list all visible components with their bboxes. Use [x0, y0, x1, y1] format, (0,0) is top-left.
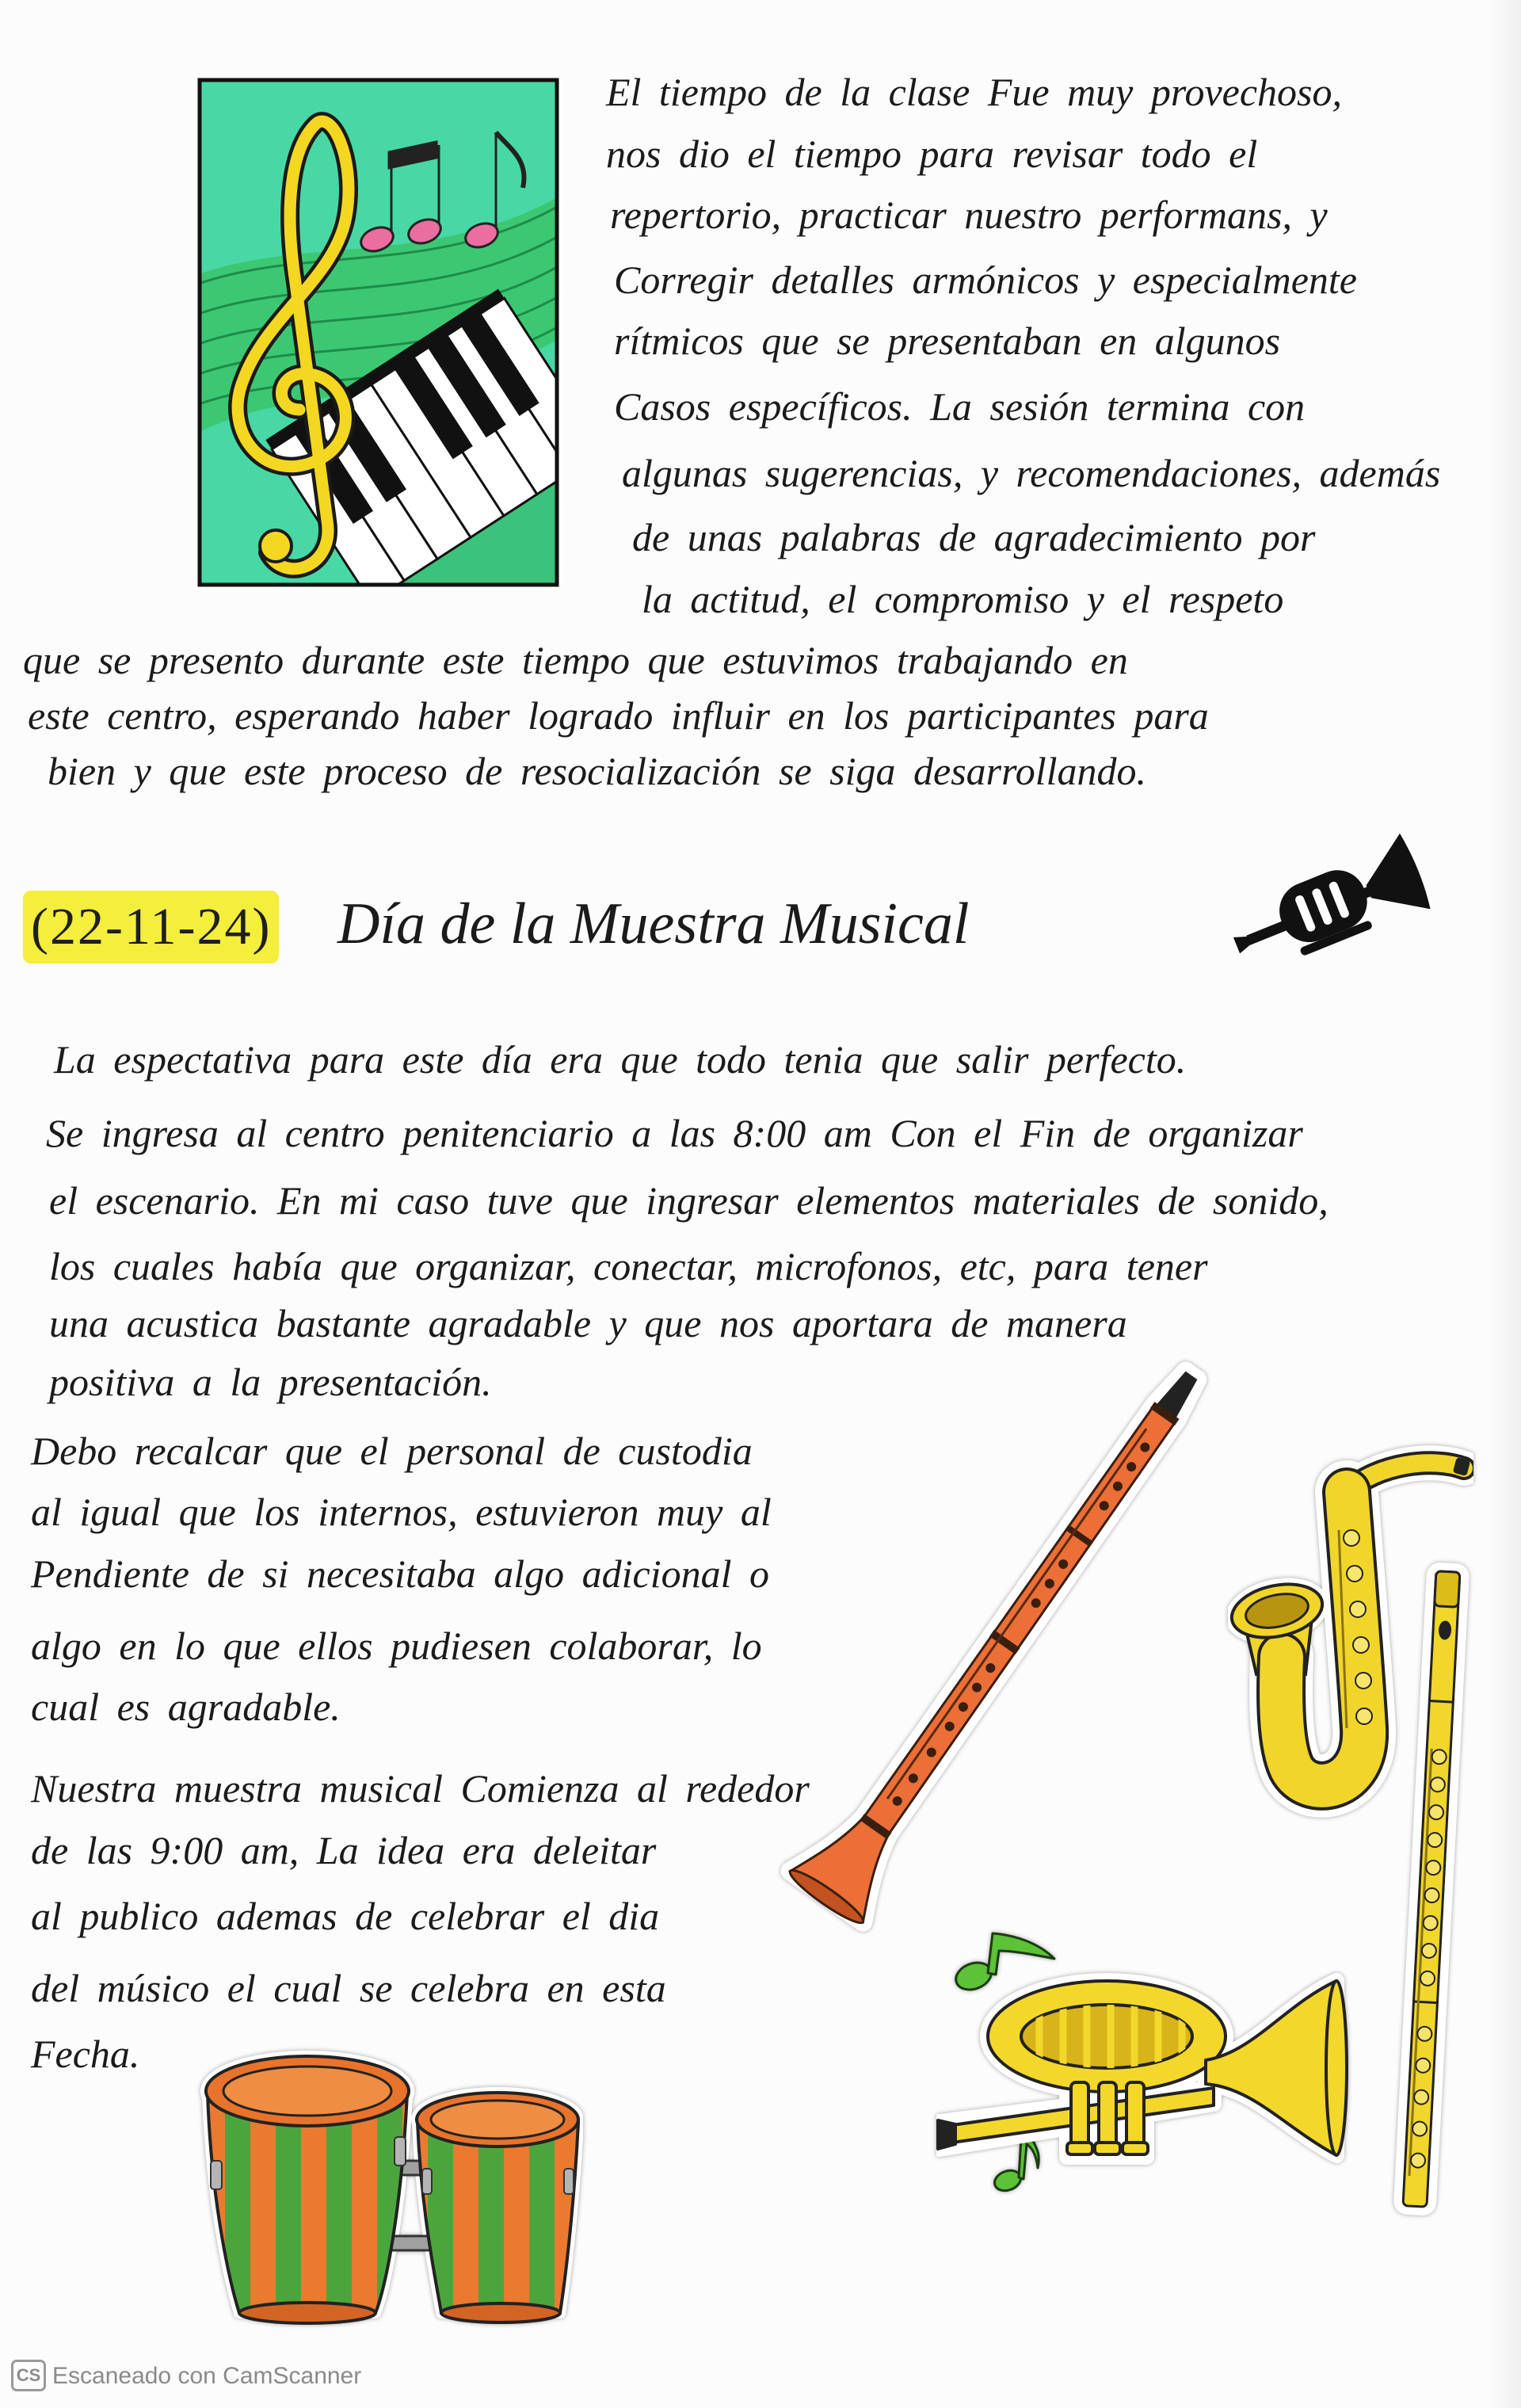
handwritten-line: una acustica bastante agradable y que nos aportara de manera	[49, 1301, 1127, 1345]
scanner-watermark-text: Escaneado con CamScanner	[52, 2363, 362, 2389]
handwritten-line: al publico ademas de celebrar el dia	[31, 1894, 660, 1938]
handwritten-line: que se presento durante este tiempo que estuvimos trabajando en	[23, 638, 1128, 682]
handwritten-line: al igual que los internos, estuvieron muy al	[31, 1490, 772, 1534]
trumpet-icon	[1220, 822, 1435, 971]
handwritten-line: La espectativa para este día era que todo tenia que salir perfecto.	[54, 1037, 1187, 1082]
handwritten-line: este centro, esperando haber logrado influir en los participantes para	[28, 693, 1209, 738]
handwritten-line: Fecha.	[31, 2032, 140, 2076]
clarinet-sticker	[776, 1347, 1236, 1933]
handwritten-line: Corregir detalles armónicos y especialmente	[614, 258, 1357, 302]
handwritten-line: positiva a la presentación.	[49, 1360, 492, 1404]
handwritten-line: repertorio, practicar nuestro performans, y	[610, 193, 1328, 237]
handwritten-line: algunas sugerencias, y recomendaciones, además	[622, 451, 1441, 495]
handwritten-line: nos dio el tiempo para revisar todo el	[606, 132, 1258, 176]
handwritten-line: del músico el cual se celebra en esta	[31, 1966, 666, 2010]
handwritten-line: algo en lo que ellos pudiesen colaborar, lo	[31, 1624, 762, 1668]
treble-clef-piano-drawing	[196, 77, 560, 588]
handwritten-line: Se ingresa al centro penitenciario a las 8:00 am Con el Fin de organizar	[46, 1111, 1303, 1155]
handwritten-line: la actitud, el compromiso y el respeto	[642, 577, 1284, 621]
handwritten-line: el escenario. En mi caso tuve que ingresar elementos materiales de sonido,	[49, 1178, 1328, 1223]
handwritten-line: Nuestra muestra musical Comienza al rededor	[31, 1766, 810, 1811]
handwritten-line: Debo recalcar que el personal de custodia	[31, 1429, 753, 1473]
handwritten-line: de unas palabras de agradecimiento por	[632, 515, 1316, 559]
handwritten-line: los cuales había que organizar, conectar, microfonos, etc, para tener	[49, 1244, 1208, 1288]
camscanner-logo: CS	[11, 2360, 46, 2391]
bongo-drums-sticker	[200, 2050, 583, 2334]
handwritten-line: Casos específicos. La sesión termina con	[614, 384, 1306, 429]
trumpet-sticker	[936, 1957, 1351, 2188]
entry-date-highlighted: (22-11-24)	[23, 891, 279, 964]
handwritten-line: cual es agradable.	[31, 1685, 341, 1729]
handwritten-line: de las 9:00 am, La idea era deleitar	[31, 1828, 657, 1872]
scan-edge-shadow	[1489, 0, 1521, 2408]
handwritten-line: Pendiente de si necesitaba algo adicional o	[31, 1551, 770, 1596]
handwritten-line: rítmicos que se presentaban en algunos	[614, 319, 1281, 363]
flute-sticker	[1382, 1559, 1481, 2219]
entry-title: Día de la Muestra Musical	[337, 891, 970, 956]
handwritten-line: bien y que este proceso de resocialización se siga desarrollando.	[48, 749, 1146, 793]
handwritten-line: El tiempo de la clase Fue muy provechoso,	[606, 70, 1343, 114]
